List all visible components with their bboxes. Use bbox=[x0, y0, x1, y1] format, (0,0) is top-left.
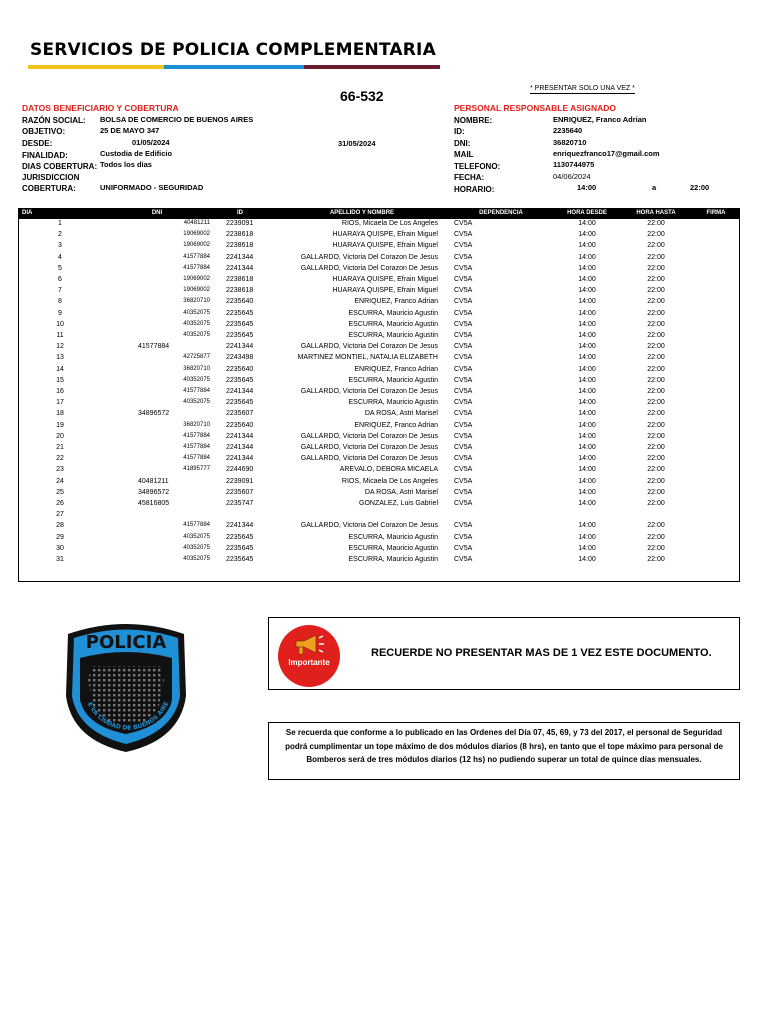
cobertura-label: COBERTURA: bbox=[22, 184, 76, 193]
cell-dni: 40481211 bbox=[138, 477, 169, 485]
responsable-heading: PERSONAL RESPONSABLE ASIGNADO bbox=[454, 103, 616, 113]
cell-dia: 24 bbox=[56, 477, 64, 485]
cell-hora-hasta: 22:00 bbox=[647, 253, 665, 261]
cell-dia: 16 bbox=[56, 388, 64, 395]
cell-hora-hasta: 22:00 bbox=[647, 388, 665, 395]
cell-hora-desde: 14:00 bbox=[578, 287, 596, 295]
razon-social-value: BOLSA DE COMERCIO DE BUENOS AIRES bbox=[100, 115, 254, 124]
cell-dia: 1 bbox=[58, 220, 62, 227]
cell-id: 2241344 bbox=[226, 522, 254, 530]
cell-dni: 34896572 bbox=[138, 410, 170, 418]
cell-dia: 18 bbox=[56, 410, 64, 418]
table-row bbox=[19, 366, 739, 377]
cell-dni: 41577884 bbox=[183, 455, 210, 462]
cell-hora-desde: 14:00 bbox=[578, 544, 596, 552]
regulation-note: Se recuerda que conforme a lo publicado en las Ordenes del Día 07, 45, 69, y 73 del 2017, el personal de Seguridad podrá cumplimentar un tope máximo de dos módulos diarios (8 hrs), en tanto que el tope máximo para personal de Bomberos será de tres módulos diarios (12 hs) no pudiendo superar un total de quince días mensuales. bbox=[268, 722, 740, 780]
cell-dni: 40481211 bbox=[183, 220, 210, 226]
cell-nombre: GALLARDO, Victoria Del Corazon De Jesus bbox=[300, 444, 438, 451]
col-header-firma: FIRMA bbox=[706, 210, 726, 216]
telefono-value: 1130744975 bbox=[553, 160, 595, 169]
presentar-note: * PRESENTAR SOLO UNA VEZ * bbox=[530, 85, 635, 92]
cell-dia: 15 bbox=[56, 376, 64, 384]
horario-hasta: 22:00 bbox=[690, 183, 710, 192]
logo-word: POLICIA bbox=[85, 632, 167, 653]
cell-nombre: ESCURRA, Mauricio Agustin bbox=[348, 309, 438, 317]
fecha-label: FECHA: bbox=[454, 173, 485, 182]
cell-dia: 26 bbox=[56, 500, 64, 507]
jurisdiccion-label: JURISDICCION bbox=[22, 173, 80, 182]
cell-id: 2241344 bbox=[226, 388, 254, 395]
cell-nombre: AREVALO, DEBORA MICAELA bbox=[339, 466, 438, 474]
cell-dependencia: CV5A bbox=[454, 432, 473, 440]
table-row bbox=[19, 231, 739, 242]
cell-hora-desde: 14:00 bbox=[578, 365, 596, 373]
cell-dia: 21 bbox=[56, 444, 64, 451]
cell-hora-desde: 14:00 bbox=[578, 220, 596, 227]
dni-label: DNI: bbox=[454, 139, 471, 148]
mail-label: MAIL bbox=[454, 150, 474, 159]
cell-id: 2235640 bbox=[226, 298, 254, 306]
document-number: 66-532 bbox=[340, 88, 384, 104]
cell-hora-hasta: 22:00 bbox=[647, 365, 665, 373]
cell-dependencia: CV5A bbox=[454, 488, 473, 496]
cell-id: 2244690 bbox=[226, 466, 254, 474]
cell-id: 2241344 bbox=[226, 444, 254, 451]
cell-nombre: ESCURRA, Mauricio Agustin bbox=[348, 556, 438, 563]
cell-dni: 41577884 bbox=[183, 444, 210, 450]
cell-hora-hasta: 22:00 bbox=[647, 309, 665, 317]
cell-dni: 40352075 bbox=[183, 399, 210, 406]
cell-dia: 27 bbox=[56, 511, 64, 519]
cell-nombre: MARTINEZ MONTIEL, NATALIA ELIZABETH bbox=[297, 354, 438, 362]
cell-hora-hasta: 22:00 bbox=[647, 455, 665, 463]
cell-dia: 19 bbox=[56, 421, 64, 429]
cell-dependencia: CV5A bbox=[454, 522, 473, 530]
table-row bbox=[19, 399, 739, 410]
cobertura-value: UNIFORMADO - SEGURIDAD bbox=[100, 183, 204, 192]
cell-nombre: HUARAYA QUISPE, Efrain Miguel bbox=[332, 231, 438, 239]
table-row bbox=[19, 489, 739, 500]
cell-nombre: GALLARDO, Victoria Del Corazon De Jesus bbox=[300, 264, 438, 272]
cell-id: 2235747 bbox=[226, 500, 254, 507]
cell-dni: 41577884 bbox=[183, 388, 210, 394]
cell-dependencia: CV5A bbox=[454, 421, 473, 429]
cell-dni: 40352075 bbox=[183, 556, 210, 562]
cell-dependencia: CV5A bbox=[454, 365, 473, 373]
cell-hora-desde: 14:00 bbox=[578, 432, 596, 440]
cell-dependencia: CV5A bbox=[454, 466, 473, 474]
table-row bbox=[19, 545, 739, 556]
cell-id: 2241344 bbox=[226, 343, 254, 351]
cell-id: 2235645 bbox=[226, 399, 254, 407]
cell-nombre: ENRIQUEZ, Franco Adrian bbox=[354, 298, 438, 306]
cell-hora-desde: 14:00 bbox=[578, 466, 596, 474]
cell-hora-hasta: 22:00 bbox=[647, 556, 665, 563]
cell-nombre: DA ROSA, Astri Marisel bbox=[364, 410, 438, 418]
cell-dependencia: CV5A bbox=[454, 477, 473, 485]
table-row bbox=[19, 354, 739, 365]
cell-dni: 41577884 bbox=[183, 432, 210, 439]
col-header-hora-hasta: HORA HASTA bbox=[636, 210, 676, 216]
cell-nombre: ENRIQUEZ, Franco Adrian bbox=[354, 365, 438, 373]
table-row bbox=[19, 422, 739, 433]
table-row bbox=[19, 522, 739, 533]
cell-hora-hasta: 22:00 bbox=[647, 466, 665, 474]
cell-hora-desde: 14:00 bbox=[578, 455, 596, 463]
cell-hora-desde: 14:00 bbox=[578, 477, 596, 485]
cell-dia: 13 bbox=[56, 354, 64, 362]
cell-dni: 45816805 bbox=[138, 500, 170, 507]
cell-id: 2235645 bbox=[226, 376, 254, 384]
attendance-table bbox=[18, 208, 740, 582]
cell-nombre: RIOS, Micaela De Los Angeles bbox=[341, 220, 438, 227]
notice-text: RECUERDE NO PRESENTAR MAS DE 1 VEZ ESTE DOCUMENTO. bbox=[371, 647, 712, 659]
dni-value: 36820710 bbox=[553, 138, 587, 147]
cell-dni: 40352075 bbox=[183, 320, 210, 327]
cell-hora-hasta: 22:00 bbox=[647, 264, 665, 272]
table-row bbox=[19, 444, 739, 455]
stripe-yellow bbox=[28, 65, 164, 69]
horario-label: HORARIO: bbox=[454, 185, 495, 194]
cell-dependencia: CV5A bbox=[454, 242, 473, 250]
cell-dia: 31 bbox=[56, 556, 64, 563]
cell-nombre: DA ROSA, Astri Marisel bbox=[364, 488, 438, 496]
cell-id: 2235645 bbox=[226, 309, 254, 317]
cell-dni: 40352075 bbox=[183, 309, 210, 316]
razon-social-label: RAZÓN SOCIAL: bbox=[22, 116, 86, 125]
cell-id: 2235645 bbox=[226, 320, 254, 328]
cell-nombre: GALLARDO, Victoria Del Corazon De Jesus bbox=[300, 455, 438, 463]
cell-dependencia: CV5A bbox=[454, 533, 473, 541]
cell-dependencia: CV5A bbox=[454, 287, 473, 295]
table-row bbox=[19, 254, 739, 265]
horario-desde: 14:00 bbox=[577, 183, 597, 192]
cell-hora-desde: 14:00 bbox=[578, 444, 596, 451]
cell-dependencia: CV5A bbox=[454, 264, 473, 272]
objetivo-value: 25 DE MAYO 347 bbox=[100, 126, 160, 135]
cell-dia: 17 bbox=[56, 399, 64, 407]
cell-hora-desde: 14:00 bbox=[578, 522, 596, 530]
table-row bbox=[19, 332, 739, 343]
cell-nombre: ESCURRA, Mauricio Agustin bbox=[348, 544, 438, 552]
cell-nombre: ENRIQUEZ, Franco Adrian bbox=[354, 421, 438, 429]
cell-nombre: HUARAYA QUISPE, Efrain Miguel bbox=[332, 276, 438, 283]
cell-dni: 41577884 bbox=[183, 253, 210, 260]
cell-dependencia: CV5A bbox=[454, 253, 473, 261]
cell-hora-desde: 14:00 bbox=[578, 332, 596, 339]
hasta-value: 31/05/2024 bbox=[338, 139, 376, 148]
cell-dni: 19069002 bbox=[183, 276, 210, 282]
cell-id: 2241344 bbox=[226, 455, 254, 463]
cell-hora-hasta: 22:00 bbox=[647, 500, 665, 507]
nombre-value: ENRIQUEZ, Franco Adrian bbox=[553, 115, 647, 124]
table-row bbox=[19, 433, 739, 444]
cell-nombre: GALLARDO, Victoria Del Corazon De Jesus bbox=[300, 388, 438, 395]
table-row bbox=[19, 466, 739, 477]
table-row bbox=[19, 556, 739, 567]
cell-hora-desde: 14:00 bbox=[578, 533, 596, 541]
table-row bbox=[19, 287, 739, 298]
cell-dni: 40352075 bbox=[183, 376, 210, 383]
table-row bbox=[19, 265, 739, 276]
cell-dni: 19069002 bbox=[183, 242, 210, 249]
cell-nombre: GALLARDO, Victoria Del Corazon De Jesus bbox=[300, 432, 438, 440]
cell-nombre: GONZALEZ, Luis Gabriel bbox=[359, 500, 438, 507]
cell-dependencia: CV5A bbox=[454, 220, 473, 227]
cell-hora-hasta: 22:00 bbox=[647, 477, 665, 485]
desde-label: DESDE: bbox=[22, 139, 53, 148]
id-label: ID: bbox=[454, 127, 465, 136]
cell-dni: 36820710 bbox=[183, 421, 210, 428]
cell-dia: 8 bbox=[58, 298, 62, 306]
cell-hora-hasta: 22:00 bbox=[647, 421, 665, 429]
cell-id: 2241344 bbox=[226, 264, 254, 272]
cell-dia: 5 bbox=[58, 264, 62, 272]
cell-dni: 42725877 bbox=[183, 354, 210, 361]
cell-hora-desde: 14:00 bbox=[578, 264, 596, 272]
cell-dia: 9 bbox=[58, 309, 62, 317]
cell-hora-hasta: 22:00 bbox=[647, 399, 665, 407]
cell-dni: 41577884 bbox=[138, 343, 170, 351]
cell-hora-hasta: 22:00 bbox=[647, 332, 665, 339]
dias-cobertura-value: Todos los días bbox=[100, 160, 152, 169]
col-header-hora-desde: HORA DESDE bbox=[567, 210, 607, 216]
cell-dni: 34896572 bbox=[138, 488, 170, 496]
page-title: SERVICIOS DE POLICIA COMPLEMENTARIA bbox=[30, 40, 436, 60]
finalidad-label: FINALIDAD: bbox=[22, 151, 68, 160]
cell-nombre: GALLARDO, Victoria Del Corazon De Jesus bbox=[300, 522, 438, 530]
cell-dia: 20 bbox=[56, 432, 64, 440]
cell-hora-hasta: 22:00 bbox=[647, 376, 665, 384]
cell-dependencia: CV5A bbox=[454, 444, 473, 451]
mail-value: enriquezfranco17@gmail.com bbox=[553, 149, 660, 158]
table-row bbox=[19, 410, 739, 421]
cell-hora-hasta: 22:00 bbox=[647, 488, 665, 496]
cell-nombre: ESCURRA, Mauricio Agustin bbox=[348, 533, 438, 541]
cell-hora-desde: 14:00 bbox=[578, 399, 596, 407]
cell-dia: 2 bbox=[58, 231, 62, 239]
cell-hora-hasta: 22:00 bbox=[647, 533, 665, 541]
cell-nombre: GALLARDO, Victoria Del Corazon De Jesus bbox=[300, 343, 438, 351]
cell-hora-desde: 14:00 bbox=[578, 320, 596, 328]
table-row bbox=[19, 377, 739, 388]
id-value: 2235640 bbox=[553, 126, 583, 135]
cell-dependencia: CV5A bbox=[454, 410, 473, 418]
importante-label: Importante bbox=[288, 658, 330, 667]
cell-hora-hasta: 22:00 bbox=[647, 354, 665, 362]
cell-hora-desde: 14:00 bbox=[578, 421, 596, 429]
cell-nombre: ESCURRA, Mauricio Agustin bbox=[348, 332, 438, 339]
table-row bbox=[19, 321, 739, 332]
cell-dni: 41895777 bbox=[183, 466, 210, 473]
cell-dependencia: CV5A bbox=[454, 388, 473, 395]
cell-id: 2243498 bbox=[226, 354, 254, 362]
cell-dni: 41577884 bbox=[183, 522, 210, 529]
cell-nombre: ESCURRA, Mauricio Agustin bbox=[348, 399, 438, 407]
stripe-maroon bbox=[304, 65, 440, 69]
cell-id: 2235645 bbox=[226, 556, 254, 563]
cell-dependencia: CV5A bbox=[454, 399, 473, 407]
cell-dependencia: CV5A bbox=[454, 500, 473, 507]
cell-hora-hasta: 22:00 bbox=[647, 220, 665, 227]
fecha-value: 04/06/2024 bbox=[553, 172, 591, 181]
cell-nombre: GALLARDO, Victoria Del Corazon De Jesus bbox=[300, 253, 438, 261]
cell-dia: 29 bbox=[56, 533, 64, 541]
cell-id: 2235645 bbox=[226, 544, 254, 552]
nombre-label: NOMBRE: bbox=[454, 116, 493, 125]
cell-hora-desde: 14:00 bbox=[578, 354, 596, 362]
horario-a: a bbox=[652, 183, 657, 192]
cell-dependencia: CV5A bbox=[454, 343, 473, 351]
cell-id: 2235607 bbox=[226, 410, 254, 418]
cell-id: 2235645 bbox=[226, 533, 254, 541]
cell-hora-desde: 14:00 bbox=[578, 298, 596, 306]
cell-dependencia: CV5A bbox=[454, 276, 473, 283]
cell-dia: 23 bbox=[56, 466, 64, 474]
cell-hora-desde: 14:00 bbox=[578, 242, 596, 250]
cell-hora-hasta: 22:00 bbox=[647, 298, 665, 306]
policia-logo bbox=[62, 618, 190, 756]
cell-id: 2241344 bbox=[226, 432, 254, 440]
cell-hora-desde: 14:00 bbox=[578, 343, 596, 351]
beneficiario-heading: DATOS BENEFICIARIO Y COBERTURA bbox=[22, 103, 179, 113]
cell-dependencia: CV5A bbox=[454, 309, 473, 317]
cell-hora-desde: 14:00 bbox=[578, 410, 596, 418]
cell-hora-hasta: 22:00 bbox=[647, 544, 665, 552]
cell-hora-hasta: 22:00 bbox=[647, 287, 665, 295]
cell-dni: 36820710 bbox=[183, 298, 210, 305]
cell-dia: 25 bbox=[56, 488, 64, 496]
col-header-id: ID bbox=[237, 210, 243, 216]
table-row bbox=[19, 511, 739, 522]
cell-dia: 14 bbox=[56, 365, 64, 373]
cell-dia: 7 bbox=[58, 287, 62, 295]
cell-id: 2235645 bbox=[226, 332, 254, 339]
cell-id: 2235640 bbox=[226, 421, 254, 429]
table-row bbox=[19, 534, 739, 545]
cell-dni: 19069002 bbox=[183, 231, 210, 238]
cell-hora-desde: 14:00 bbox=[578, 500, 596, 507]
table-row bbox=[19, 455, 739, 466]
table-row bbox=[19, 500, 739, 511]
cell-hora-hasta: 22:00 bbox=[647, 242, 665, 250]
cell-hora-hasta: 22:00 bbox=[647, 343, 665, 351]
cell-dni: 40352075 bbox=[183, 533, 210, 540]
cell-hora-hasta: 22:00 bbox=[647, 320, 665, 328]
cell-id: 2238618 bbox=[226, 276, 254, 283]
col-header-nombre: APELLIDO Y NOMBRE bbox=[329, 210, 395, 216]
cell-nombre: HUARAYA QUISPE, Efrain Miguel bbox=[332, 242, 438, 250]
cell-id: 2239091 bbox=[226, 477, 254, 485]
table-row bbox=[19, 310, 739, 321]
dias-cobertura-label: DIAS COBERTURA: bbox=[22, 162, 98, 171]
table-row bbox=[19, 242, 739, 253]
cell-nombre: ESCURRA, Mauricio Agustin bbox=[348, 376, 438, 384]
cell-dia: 12 bbox=[56, 343, 64, 351]
stripe-blue bbox=[164, 65, 304, 69]
finalidad-value: Custodia de Edificio bbox=[100, 149, 173, 158]
telefono-label: TELEFONO: bbox=[454, 162, 501, 171]
objetivo-label: OBJETIVO: bbox=[22, 127, 66, 136]
table-row bbox=[19, 478, 739, 489]
table-header bbox=[19, 209, 739, 219]
importante-badge bbox=[278, 625, 340, 687]
cell-dependencia: CV5A bbox=[454, 320, 473, 328]
cell-dependencia: CV5A bbox=[454, 354, 473, 362]
cell-id: 2241344 bbox=[226, 253, 254, 261]
cell-id: 2239091 bbox=[226, 220, 254, 227]
cell-dia: 28 bbox=[56, 522, 64, 530]
cell-hora-desde: 14:00 bbox=[578, 388, 596, 395]
cell-dependencia: CV5A bbox=[454, 231, 473, 239]
cell-dni: 40352075 bbox=[183, 544, 210, 551]
cell-id: 2238618 bbox=[226, 231, 254, 239]
cell-dia: 4 bbox=[58, 253, 62, 261]
table-row bbox=[19, 276, 739, 287]
desde-value: 01/05/2024 bbox=[132, 138, 170, 147]
cell-nombre: ESCURRA, Mauricio Agustin bbox=[348, 320, 438, 328]
cell-hora-desde: 14:00 bbox=[578, 253, 596, 261]
cell-hora-hasta: 22:00 bbox=[647, 410, 665, 418]
cell-hora-desde: 14:00 bbox=[578, 309, 596, 317]
cell-dependencia: CV5A bbox=[454, 376, 473, 384]
cell-dni: 41577884 bbox=[183, 264, 210, 271]
table-row bbox=[19, 343, 739, 354]
cell-hora-hasta: 22:00 bbox=[647, 276, 665, 283]
cell-hora-desde: 14:00 bbox=[578, 231, 596, 239]
important-notice bbox=[268, 617, 740, 690]
cell-nombre: HUARAYA QUISPE, Efrain Miguel bbox=[332, 287, 438, 295]
cell-dni: 40352075 bbox=[183, 332, 210, 338]
cell-dia: 22 bbox=[56, 455, 64, 463]
cell-id: 2238618 bbox=[226, 287, 254, 295]
cell-dependencia: CV5A bbox=[454, 556, 473, 563]
table-row bbox=[19, 388, 739, 399]
table-row bbox=[19, 298, 739, 309]
cell-id: 2235640 bbox=[226, 365, 254, 373]
cell-dni: 36820710 bbox=[183, 365, 210, 372]
cell-dependencia: CV5A bbox=[454, 298, 473, 306]
cell-dni: 19069002 bbox=[183, 287, 210, 294]
cell-hora-hasta: 22:00 bbox=[647, 231, 665, 239]
cell-dia: 11 bbox=[56, 332, 64, 339]
cell-hora-hasta: 22:00 bbox=[647, 432, 665, 440]
cell-hora-hasta: 22:00 bbox=[647, 522, 665, 530]
megaphone-icon bbox=[294, 633, 326, 657]
cell-hora-desde: 14:00 bbox=[578, 556, 596, 563]
cell-dia: 10 bbox=[56, 320, 64, 328]
cell-dependencia: CV5A bbox=[454, 544, 473, 552]
cell-hora-desde: 14:00 bbox=[578, 376, 596, 384]
cell-nombre: RIOS, Micaela De Los Angeles bbox=[341, 477, 438, 485]
cell-hora-desde: 14:00 bbox=[578, 276, 596, 283]
cell-dependencia: CV5A bbox=[454, 455, 473, 463]
cell-dependencia: CV5A bbox=[454, 332, 473, 339]
col-header-dependencia: DEPENDENCIA bbox=[479, 210, 523, 216]
cell-hora-hasta: 22:00 bbox=[647, 444, 665, 451]
cell-id: 2238618 bbox=[226, 242, 254, 250]
table-row bbox=[19, 220, 739, 231]
col-header-dni: DNI bbox=[151, 210, 163, 216]
cell-hora-desde: 14:00 bbox=[578, 488, 596, 496]
cell-dia: 30 bbox=[56, 544, 64, 552]
cell-dia: 6 bbox=[58, 276, 62, 283]
logo-ring-text: E LA CIUDAD DE BUENOS AIRE bbox=[85, 700, 171, 732]
col-header-dia: DIA bbox=[22, 210, 33, 216]
cell-id: 2235607 bbox=[226, 488, 254, 496]
cell-dia: 3 bbox=[58, 242, 62, 250]
